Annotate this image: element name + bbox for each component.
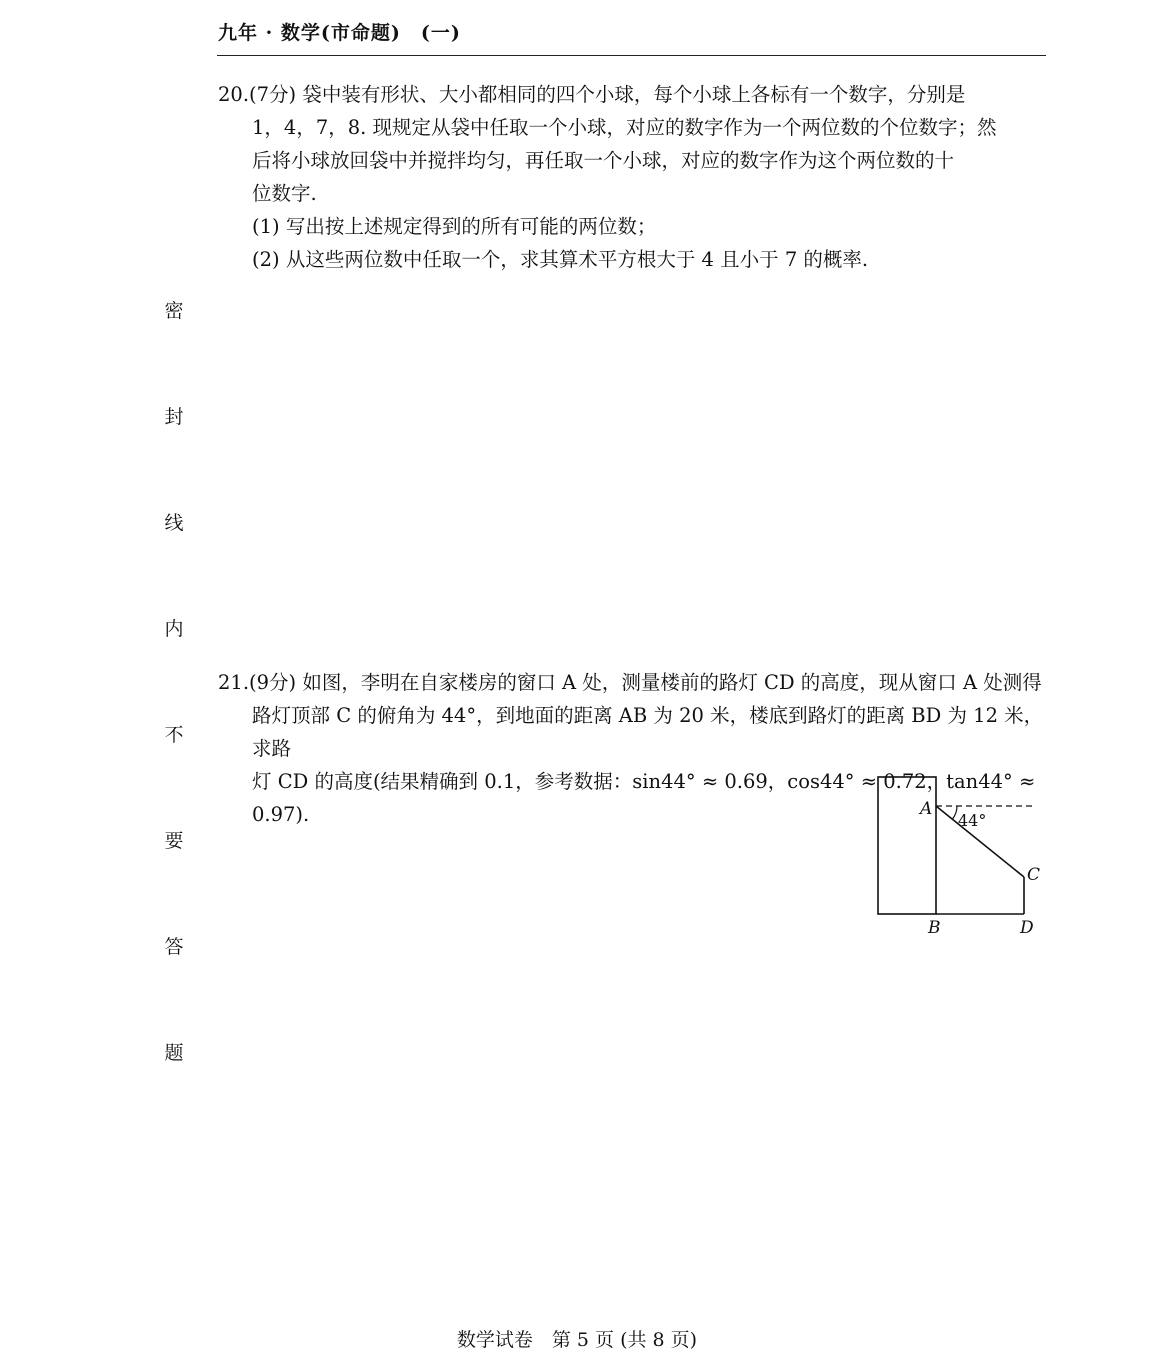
q21-line-3: 灯 CD 的高度(结果精确到 0.1，参考数据：sin44° ≈ 0.69，cos44° ≈ 0.72，tan44° ≈ 0.97). [252, 770, 1036, 826]
q21-line-1 [218, 666, 1048, 699]
seal-char-5: 不 [164, 724, 184, 746]
label-c: C [1027, 865, 1041, 885]
q20-line-1-text: 袋中装有形状、大小都相同的四个小球，每个小球上各标有一个数字，分别是 [302, 83, 966, 106]
question-20 [218, 78, 1048, 276]
label-d: D [1020, 918, 1034, 938]
q21-line-2: 路灯顶部 C 的俯角为 44°，到地面的距离 AB 为 20 米，楼底到路灯的距离 BD 为 12 米，求路 [252, 704, 1044, 760]
q20-number: 20.(7分) [218, 83, 297, 106]
angle-label: 44° [958, 811, 987, 830]
seal-char-7: 答 [164, 936, 184, 958]
header-divider [217, 55, 1046, 56]
q20-line-1 [218, 78, 1048, 111]
q20-line-3: 后将小球放回袋中并搅拌均匀，再任取一个小球，对应的数字作为这个两位数的十 [252, 149, 955, 172]
seal-char-1: 密 [164, 300, 184, 322]
angle-arc [952, 806, 957, 819]
page-footer: 数学试卷 第 5 页 (共 8 页) [456, 1329, 698, 1351]
q20-line-4: 位数字. [252, 182, 317, 205]
q21-figure [872, 772, 1052, 942]
q20-part-1: (1) 写出按上述规定得到的所有可能的两位数； [252, 215, 657, 238]
seal-char-2: 封 [164, 406, 184, 428]
q21-line-1-text: 如图，李明在自家楼房的窗口 A 处，测量楼前的路灯 CD 的高度，现从窗口 A 处测得 [302, 671, 1042, 694]
building-lamp-diagram [872, 772, 1052, 942]
seal-char-3: 线 [164, 512, 184, 534]
q21-number: 21.(9分) [218, 671, 297, 694]
label-a: A [920, 799, 933, 819]
q20-line-2: 1，4，7，8. 现规定从袋中任取一个小球，对应的数字作为一个两位数的个位数字；然 [252, 116, 997, 139]
seal-char-6: 要 [164, 830, 184, 852]
seal-char-8: 题 [164, 1042, 184, 1064]
exam-header-title: 九年 · 数学(市命题) (一) [218, 22, 461, 44]
label-b: B [928, 918, 941, 938]
q20-part-2: (2) 从这些两位数中任取一个，求其算术平方根大于 4 且小于 7 的概率. [252, 248, 869, 271]
seal-char-4: 内 [164, 618, 184, 640]
building-shape [878, 777, 936, 914]
